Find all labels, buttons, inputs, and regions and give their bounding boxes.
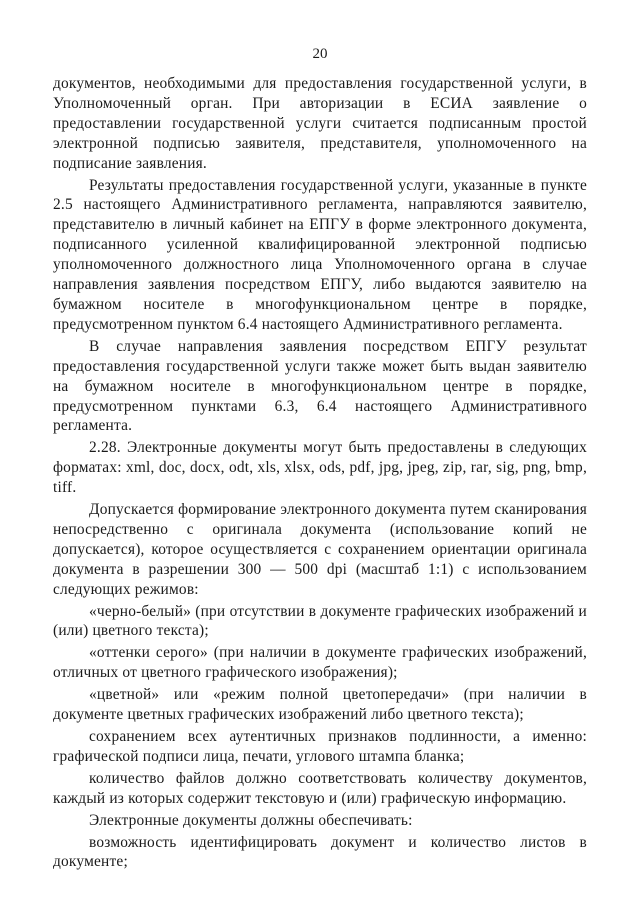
paragraph-signature-clause: документов, необходимыми для предоставления государственной услуги, в Уполномоченный орган. При авторизации в ЕСИА заявление о предоставлении государственной услуги считается подписанным простой электронной подписью заявителя, представителя, уполномоченного на подписание заявления. <box>53 75 587 172</box>
document-body <box>53 74 587 872</box>
page-number: 20 <box>312 46 328 62</box>
list-item-black-white: «черно-белый» (при отсутствии в документе графических изображений и (или) цветного текста); <box>53 602 587 640</box>
list-item-file-count: количество файлов должно соответствовать количеству документов, каждый из которых содержит текстовую и (или) графическую информацию. <box>53 769 587 807</box>
list-item-color: «цветной» или «режим полной цветопередачи» (при наличии в документе цветных графических изображений либо цветного текста); <box>53 686 587 724</box>
paragraph-service-results: Результаты предоставления государственной услуги, указанные в пункте 2.5 настоящего Административного регламента, направляются заявителю, представителю в личный кабинет на ЕПГУ в форме электронного документа, подписанного усиленной квалифицированной электронной подписью уполномоченного должностного лица Уполномоченного органа в случае направления заявления посредством ЕПГУ, либо выдаются заявителю на бумажном носителе в многофункциональном центре в порядке, предусмотренном пунктом 6.4 настоящего Административного регламента. <box>53 176 587 333</box>
paragraph-paper-result: В случае направления заявления посредством ЕПГУ результат предоставления государственной услуги также может быть выдан заявителю на бумажном носителе в многофункциональном центре в порядке, предусмотренном пунктами 6.3, 6.4 настоящего Административного регламента. <box>53 337 587 435</box>
list-item-grayscale: «оттенки серого» (при наличии в документе графических изображений, отличных от цветного графического изображения); <box>53 644 587 682</box>
paragraph-file-formats: 2.28. Электронные документы могут быть предоставлены в следующих форматах: xml, doc, docx, odt, xls, xlsx, ods, pdf, jpg, jpeg, zip, rar, sig, png, bmp, tiff. <box>53 439 587 497</box>
list-item-identification: возможность идентифицировать документ и количество листов в документе; <box>53 833 587 871</box>
paragraph-scanning: Допускается формирование электронного документа путем сканирования непосредственно с оригинала документа (использование копий не допускается), которое осуществляется с сохранением ориентации оригинала документа в разрешении 300 — 500 dpi (масштаб 1:1) с использованием следующих режимов: <box>53 501 587 598</box>
paragraph-requirements-intro: Электронные документы должны обеспечивать: <box>89 811 413 829</box>
list-item-authenticity: сохранением всех аутентичных признаков подлинности, а именно: графической подписи лица, печати, углового штампа бланка; <box>53 728 587 765</box>
